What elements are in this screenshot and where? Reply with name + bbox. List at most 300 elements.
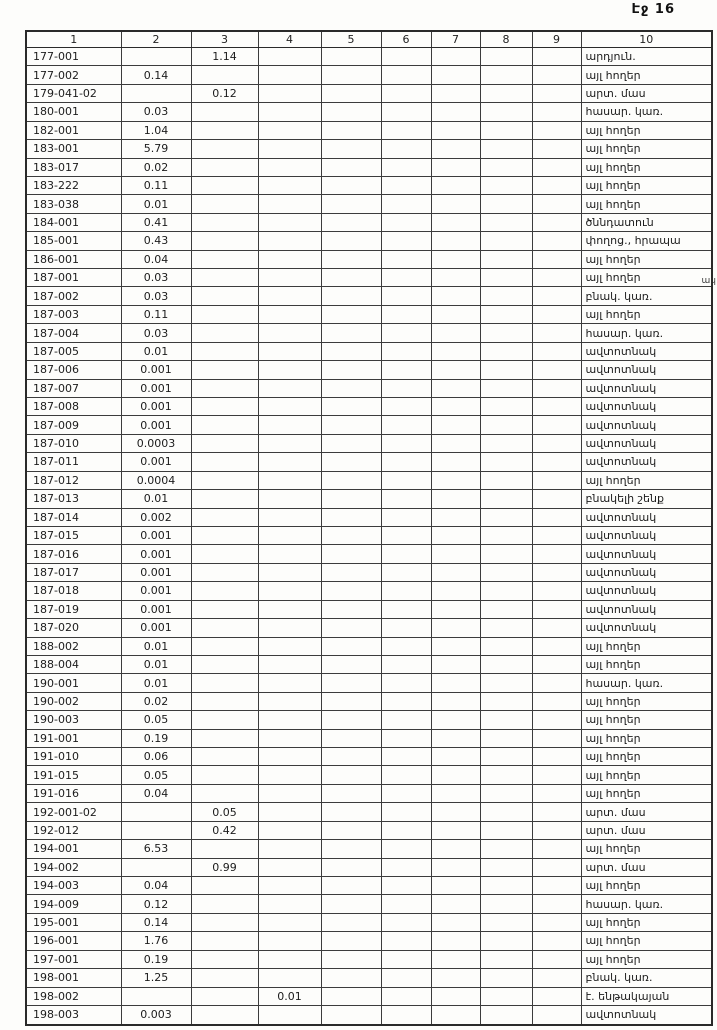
value-cell (321, 692, 381, 710)
table-row (26, 324, 712, 342)
value-cell (191, 876, 258, 894)
value-cell (381, 766, 431, 784)
value-cell (258, 969, 321, 987)
land-use-cell: այլ հողեր (581, 692, 712, 710)
value-cell: 0.001 (121, 398, 191, 416)
value-cell (321, 324, 381, 342)
land-use-cell: ավտոտնակ (581, 361, 712, 379)
value-cell (191, 66, 258, 84)
value-cell (258, 232, 321, 250)
value-cell (258, 269, 321, 287)
land-use-cell: արտ. մաս (581, 84, 712, 102)
value-cell (532, 563, 581, 581)
value-cell (321, 526, 381, 544)
parcel-code-cell: 194-001 (26, 840, 121, 858)
table-row (26, 526, 712, 544)
value-cell (431, 103, 480, 121)
table-row (26, 637, 712, 655)
page-number: Էջ 16 (631, 2, 675, 17)
table-row (26, 969, 712, 987)
value-cell (480, 176, 532, 194)
value-cell (191, 711, 258, 729)
value-cell (431, 655, 480, 673)
value-cell (191, 950, 258, 968)
parcel-code-cell: 187-005 (26, 342, 121, 360)
land-use-cell: այլ հողեր (581, 950, 712, 968)
table-row (26, 950, 712, 968)
value-cell (480, 508, 532, 526)
value-cell (480, 121, 532, 139)
parcel-code-cell: 187-017 (26, 563, 121, 581)
table-row (26, 232, 712, 250)
parcel-code-cell: 187-009 (26, 416, 121, 434)
land-use-cell: այլ հողեր (581, 913, 712, 931)
value-cell (480, 324, 532, 342)
value-cell (480, 84, 532, 102)
value-cell (258, 1005, 321, 1025)
value-cell (258, 324, 321, 342)
value-cell (532, 711, 581, 729)
value-cell (480, 140, 532, 158)
value-cell (532, 140, 581, 158)
land-use-cell: ծննդատուն (581, 213, 712, 231)
land-use-cell: ավտոտնակ (581, 619, 712, 637)
value-cell: 0.001 (121, 582, 191, 600)
table-row (26, 913, 712, 931)
value-cell (532, 987, 581, 1005)
parcel-code-cell: 191-016 (26, 784, 121, 802)
value-cell (321, 987, 381, 1005)
parcel-code-cell: 198-001 (26, 969, 121, 987)
table-row (26, 250, 712, 268)
land-use-cell: ավտոտնակ (581, 416, 712, 434)
value-cell (431, 195, 480, 213)
value-cell (258, 784, 321, 802)
value-cell (381, 508, 431, 526)
value-cell (431, 840, 480, 858)
value-cell (191, 490, 258, 508)
value-cell (321, 932, 381, 950)
table-row (26, 158, 712, 176)
value-cell (532, 305, 581, 323)
value-cell (191, 840, 258, 858)
land-use-cell: բնակ. կառ. (581, 287, 712, 305)
value-cell (191, 158, 258, 176)
value-cell (381, 600, 431, 618)
table-row (26, 103, 712, 121)
value-cell (431, 508, 480, 526)
value-cell (191, 729, 258, 747)
parcel-code-cell: 187-012 (26, 471, 121, 489)
value-cell: 0.001 (121, 545, 191, 563)
table-row (26, 711, 712, 729)
land-use-cell: ավտոտնակ (581, 1005, 712, 1025)
value-cell: 0.43 (121, 232, 191, 250)
parcel-code-cell: 187-020 (26, 619, 121, 637)
value-cell (191, 213, 258, 231)
land-use-cell: այլ հողեր (581, 158, 712, 176)
handwritten-margin-note: ակ (701, 276, 716, 286)
value-cell (191, 250, 258, 268)
parcel-code-cell: 196-001 (26, 932, 121, 950)
parcel-code-cell: 187-008 (26, 398, 121, 416)
value-cell (480, 987, 532, 1005)
value-cell (191, 140, 258, 158)
table-row (26, 729, 712, 747)
value-cell (431, 48, 480, 66)
land-use-cell: այլ հողեր (581, 766, 712, 784)
land-use-cell: ավտոտնակ (581, 563, 712, 581)
value-cell (321, 379, 381, 397)
value-cell: 0.03 (121, 269, 191, 287)
parcel-code-cell: 187-018 (26, 582, 121, 600)
value-cell (480, 361, 532, 379)
value-cell (532, 342, 581, 360)
value-cell (431, 361, 480, 379)
land-use-cell: այլ հողեր (581, 66, 712, 84)
value-cell (321, 748, 381, 766)
value-cell (532, 840, 581, 858)
value-cell (191, 766, 258, 784)
value-cell (532, 950, 581, 968)
land-use-cell: այլ հողեր (581, 748, 712, 766)
parcel-code-cell: 192-012 (26, 821, 121, 839)
table-row (26, 784, 712, 802)
land-use-cell: ավտոտնակ (581, 434, 712, 452)
value-cell (532, 803, 581, 821)
value-cell (381, 803, 431, 821)
value-cell: 0.04 (121, 876, 191, 894)
column-header-4: 4 (258, 31, 321, 48)
value-cell (191, 674, 258, 692)
parcel-code-cell: 177-001 (26, 48, 121, 66)
value-cell (431, 250, 480, 268)
value-cell (532, 434, 581, 452)
value-cell (191, 655, 258, 673)
value-cell (381, 563, 431, 581)
value-cell: 0.001 (121, 379, 191, 397)
value-cell: 5.79 (121, 140, 191, 158)
value-cell (258, 508, 321, 526)
value-cell (381, 1005, 431, 1025)
value-cell (381, 305, 431, 323)
value-cell (321, 508, 381, 526)
value-cell (381, 821, 431, 839)
value-cell (381, 471, 431, 489)
land-use-cell: ավտոտնակ (581, 379, 712, 397)
value-cell (532, 158, 581, 176)
value-cell: 0.01 (121, 342, 191, 360)
value-cell (321, 619, 381, 637)
table-row (26, 398, 712, 416)
value-cell (431, 545, 480, 563)
parcel-code-cell: 187-001 (26, 269, 121, 287)
value-cell (321, 140, 381, 158)
value-cell (480, 692, 532, 710)
value-cell (191, 471, 258, 489)
parcel-code-cell: 191-010 (26, 748, 121, 766)
value-cell (321, 490, 381, 508)
value-cell (381, 876, 431, 894)
value-cell (431, 342, 480, 360)
value-cell (321, 729, 381, 747)
value-cell: 0.01 (121, 195, 191, 213)
value-cell: 0.001 (121, 453, 191, 471)
value-cell (431, 600, 480, 618)
parcel-code-cell: 187-016 (26, 545, 121, 563)
value-cell (321, 84, 381, 102)
value-cell (532, 674, 581, 692)
value-cell (381, 674, 431, 692)
value-cell: 0.002 (121, 508, 191, 526)
value-cell (258, 48, 321, 66)
value-cell (381, 748, 431, 766)
parcel-code-cell: 190-002 (26, 692, 121, 710)
value-cell (258, 176, 321, 194)
value-cell (191, 913, 258, 931)
value-cell (480, 729, 532, 747)
value-cell (191, 508, 258, 526)
value-cell (480, 803, 532, 821)
value-cell (532, 379, 581, 397)
value-cell (480, 232, 532, 250)
value-cell (480, 711, 532, 729)
value-cell (381, 287, 431, 305)
value-cell (258, 582, 321, 600)
value-cell (532, 913, 581, 931)
table-row (26, 895, 712, 913)
value-cell (431, 379, 480, 397)
value-cell (381, 232, 431, 250)
value-cell (258, 66, 321, 84)
value-cell (381, 342, 431, 360)
parcel-code-cell: 188-002 (26, 637, 121, 655)
parcel-code-cell: 183-001 (26, 140, 121, 158)
value-cell (258, 213, 321, 231)
value-cell (258, 84, 321, 102)
value-cell (191, 379, 258, 397)
value-cell (321, 213, 381, 231)
value-cell (321, 840, 381, 858)
value-cell: 0.001 (121, 563, 191, 581)
value-cell (321, 950, 381, 968)
value-cell (532, 655, 581, 673)
value-cell: 0.06 (121, 748, 191, 766)
value-cell (532, 287, 581, 305)
value-cell (480, 416, 532, 434)
table-row (26, 932, 712, 950)
value-cell: 1.25 (121, 969, 191, 987)
value-cell (121, 48, 191, 66)
value-cell (381, 250, 431, 268)
value-cell (480, 655, 532, 673)
value-cell: 0.05 (191, 803, 258, 821)
value-cell (431, 895, 480, 913)
value-cell (431, 269, 480, 287)
land-use-cell: ավտոտնակ (581, 342, 712, 360)
value-cell (258, 803, 321, 821)
value-cell (381, 619, 431, 637)
value-cell (381, 858, 431, 876)
value-cell (431, 453, 480, 471)
value-cell: 0.11 (121, 305, 191, 323)
table-row (26, 766, 712, 784)
value-cell (532, 416, 581, 434)
value-cell (258, 821, 321, 839)
value-cell (321, 176, 381, 194)
value-cell (321, 876, 381, 894)
parcel-code-cell: 187-004 (26, 324, 121, 342)
table-row (26, 1005, 712, 1025)
value-cell (381, 932, 431, 950)
value-cell (480, 526, 532, 544)
value-cell: 0.03 (121, 287, 191, 305)
value-cell (258, 563, 321, 581)
value-cell (321, 305, 381, 323)
value-cell (381, 895, 431, 913)
land-parcel-table (25, 30, 713, 1026)
land-use-cell: այլ հողեր (581, 932, 712, 950)
parcel-code-cell: 195-001 (26, 913, 121, 931)
value-cell (258, 913, 321, 931)
table-row (26, 305, 712, 323)
table-row (26, 655, 712, 673)
value-cell (321, 655, 381, 673)
value-cell (480, 582, 532, 600)
value-cell (532, 545, 581, 563)
land-use-cell: այլ հողեր (581, 876, 712, 894)
parcel-code-cell: 187-015 (26, 526, 121, 544)
value-cell (191, 637, 258, 655)
value-cell (321, 250, 381, 268)
value-cell (381, 490, 431, 508)
table-row (26, 582, 712, 600)
value-cell (381, 950, 431, 968)
value-cell (532, 766, 581, 784)
value-cell (480, 950, 532, 968)
value-cell (321, 453, 381, 471)
value-cell (532, 692, 581, 710)
value-cell (121, 821, 191, 839)
value-cell (321, 48, 381, 66)
value-cell: 0.05 (121, 711, 191, 729)
land-use-cell: այլ հողեր (581, 711, 712, 729)
value-cell: 0.04 (121, 250, 191, 268)
value-cell (480, 471, 532, 489)
table-row (26, 121, 712, 139)
column-header-5: 5 (321, 31, 381, 48)
table-row (26, 840, 712, 858)
value-cell (431, 674, 480, 692)
value-cell: 0.0003 (121, 434, 191, 452)
value-cell (480, 250, 532, 268)
value-cell: 0.001 (121, 416, 191, 434)
value-cell (431, 784, 480, 802)
table-row (26, 674, 712, 692)
value-cell (381, 453, 431, 471)
land-use-cell: ավտոտնակ (581, 582, 712, 600)
value-cell (480, 784, 532, 802)
value-cell (191, 342, 258, 360)
table-row (26, 140, 712, 158)
parcel-code-cell: 194-003 (26, 876, 121, 894)
table-row (26, 619, 712, 637)
value-cell (321, 637, 381, 655)
parcel-code-cell: 191-001 (26, 729, 121, 747)
value-cell (431, 121, 480, 139)
land-use-cell: այլ հողեր (581, 305, 712, 323)
value-cell (431, 140, 480, 158)
parcel-code-cell: 198-003 (26, 1005, 121, 1025)
value-cell (258, 840, 321, 858)
value-cell (191, 692, 258, 710)
land-use-cell: այլ հողեր (581, 655, 712, 673)
land-use-cell: այլ հողեր (581, 140, 712, 158)
value-cell (480, 66, 532, 84)
value-cell (480, 490, 532, 508)
value-cell (381, 692, 431, 710)
value-cell (431, 490, 480, 508)
value-cell (258, 876, 321, 894)
value-cell (381, 195, 431, 213)
value-cell (431, 416, 480, 434)
value-cell (480, 158, 532, 176)
value-cell (191, 600, 258, 618)
table-row (26, 66, 712, 84)
value-cell (431, 692, 480, 710)
value-cell (431, 398, 480, 416)
value-cell (321, 361, 381, 379)
value-cell (431, 305, 480, 323)
value-cell: 0.12 (191, 84, 258, 102)
value-cell (480, 545, 532, 563)
value-cell (532, 858, 581, 876)
land-use-cell: այլ հողեր (581, 195, 712, 213)
land-use-cell: է. ենթակայան (581, 987, 712, 1005)
table-row (26, 545, 712, 563)
value-cell (321, 269, 381, 287)
parcel-code-cell: 179-041-02 (26, 84, 121, 102)
value-cell (191, 398, 258, 416)
value-cell (321, 416, 381, 434)
value-cell (480, 398, 532, 416)
value-cell (321, 232, 381, 250)
value-cell (431, 637, 480, 655)
table-header-row (26, 31, 712, 48)
value-cell (191, 324, 258, 342)
value-cell (532, 526, 581, 544)
value-cell (532, 876, 581, 894)
value-cell: 0.01 (121, 637, 191, 655)
value-cell (121, 84, 191, 102)
value-cell (480, 748, 532, 766)
land-use-cell: փողոց., հրապա (581, 232, 712, 250)
value-cell (258, 729, 321, 747)
value-cell (191, 526, 258, 544)
land-use-cell: ավտոտնակ (581, 545, 712, 563)
land-use-cell: արտ. մաս (581, 858, 712, 876)
parcel-code-cell: 197-001 (26, 950, 121, 968)
value-cell (258, 158, 321, 176)
value-cell (381, 711, 431, 729)
value-cell (321, 803, 381, 821)
parcel-code-cell: 194-002 (26, 858, 121, 876)
value-cell: 0.003 (121, 1005, 191, 1025)
value-cell (532, 508, 581, 526)
value-cell (258, 195, 321, 213)
parcel-code-cell: 183-222 (26, 176, 121, 194)
column-header-10: 10 (581, 31, 712, 48)
